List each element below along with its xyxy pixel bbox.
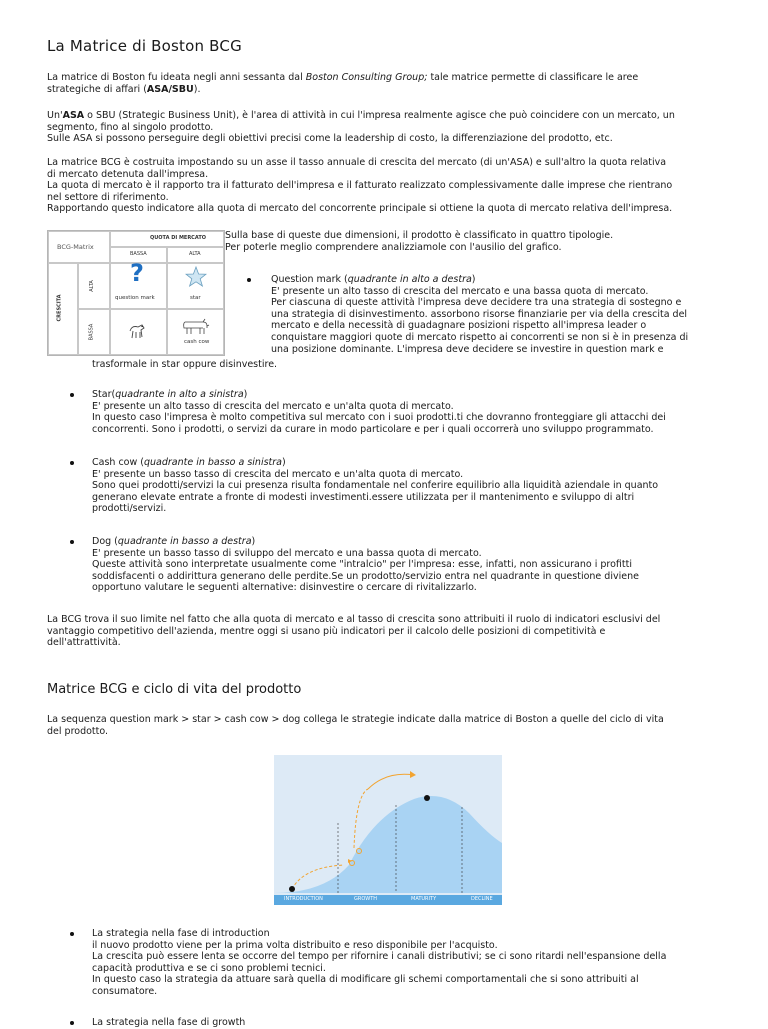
bullet-icon [70,1021,74,1025]
matrix-col1-label: BASSA [130,251,147,257]
cow-title-1: Cash cow ( [92,457,144,468]
bcg-paragraph [47,157,747,215]
bullet-icon [70,461,74,465]
qm-line: Per ciascuna di queste attività l'impresa deve decidere tra una strategia di sostegno e [271,297,682,309]
cow-title-2: ) [281,457,286,468]
bcg-line: La matrice BCG è costruita impostando su un asse il tasso annuale di crescita del mercato (di un'ASA) e sull'altro la quota relativa [47,157,667,168]
limit-line: La BCG trova il suo limite nel fatto che alla quota di mercato e al tasso di crescita sono attribuiti il ruolo di indicatori esclusivi del [47,614,661,625]
asa-text-2: o SBU (Strategic Business Unit), è l'area di attività in cui l'impresa realmente agisce che può coincidere con un mercato, un [84,110,675,121]
cow-icon [181,316,211,336]
dog-line: soddisfacenti o addirittura generano delle perdite.Se un prodotto/servizio entra nel quadrante in questione diviene [92,570,639,582]
dog-title-italic: quadrante in basso a destra [117,536,252,547]
bcg-line: La quota di mercato è il rapporto tra il fatturato dell'impresa e il fatturato realizzato complessivamente dalle imprese che rientrano [47,180,673,192]
asa-paragraph [47,110,747,145]
asa-text-1: Un' [47,110,63,121]
qm-line: mercato e della necessità di guadagnare posizioni rispetto all'impresa leader o [271,320,647,332]
star-line: In questo caso l'impresa è molto competitiva sul mercato con i suoi prodotti.ti che dovranno fronteggiare gli attacchi dei [92,412,666,424]
intro-phase-line: In questo caso la strategia da attuare sarà quella di modificare gli schemi comportamentali che si sono attribuiti al [92,974,639,986]
seq-line: del prodotto. [47,725,109,737]
life-cycle-figure [274,755,502,905]
stage-decline: DECLINE [471,896,493,902]
star-title-italic: quadrante in alto a sinistra [115,389,244,400]
matrix-top-header: QUOTA DI MERCATO [150,235,206,241]
side-line: Per poterle meglio comprendere analizziamole con l'ausilio del grafico. [225,241,562,253]
asa-line-3: Sulle ASA si possono perseguire degli obiettivi precisi come la leadership di costo, la differenziazione del prodotto, etc. [47,133,613,145]
bullet-icon [70,393,74,397]
star-icon [185,266,207,288]
matrix-row2-label: BASSA [88,323,95,341]
question-mark-item [271,274,688,355]
intro-paragraph [47,72,737,95]
matrix-star-label: star [190,295,201,301]
section-title: Matrice BCG e ciclo di vita del prodotto [47,682,302,697]
bullet-icon [70,932,74,936]
dog-line: Queste attività sono interpretate usualmente come "intralcio" per l'impresa: esse, infatti, non assicurano i profitti [92,559,633,571]
asa-bold: ASA [62,110,85,121]
bcg-line: Rapportando questo indicatore alla quota di mercato del concorrente principale si ottiene la quota di mercato relativa dell'impresa. [47,203,673,215]
stage-maturity: MATURITY [411,896,437,902]
sequence-paragraph [47,714,664,737]
intro-phase-line: consumatore. [92,985,158,997]
growth-item-title: La strategia nella fase di growth [92,1017,246,1028]
side-line: Sulla base di queste due dimensioni, il prodotto è classificato in quattro tipologie. [225,230,614,241]
intro-text-2: tale matrice permette di classificare le aree [427,72,639,83]
qm-title-2: ) [471,274,476,285]
matrix-side-header-cell [48,263,78,355]
limit-line: dell'attrattività. [47,637,121,649]
life-cycle-curve [274,755,502,905]
cow-title-italic: quadrante in basso a sinistra [143,457,282,468]
dog-line: opportuno valutare le seguenti alternative: disinvestire o cercare di rivitalizzarlo. [92,582,477,594]
intro-text-1: La matrice di Boston fu ideata negli anni sessanta dal [47,72,306,83]
qm-line: una posizione dominante. L'impresa deve decidere se investire in question mark e [271,343,664,355]
bcg-line: di mercato detenuta dall'impresa. [47,168,209,180]
bcg-line: nel settore di riferimento. [47,191,169,203]
qm-line: una strategia di disinvestimento. assorbono risorse finanziarie per via della crescita del [271,308,688,320]
cow-line: Sono quei prodotti/servizi la cui presenza risulta fondamentale nel conferire equilibrio alla liquidità aziendale in quanto [92,480,659,492]
intro-phase-line: il nuovo prodotto viene per la prima volta distribuito e reso disponibile per l'acquisto. [92,939,498,951]
matrix-corner-label: BCG-Matrix [57,243,94,251]
intro-phase-line: capacità produttiva e se ci sono problemi tecnici. [92,962,326,974]
bcg-matrix-figure [47,230,225,356]
qm-line: E' presente un alto tasso di crescita del mercato e una bassa quota di mercato. [271,285,649,297]
matrix-col2-label: ALTA [189,251,201,257]
matrix-side-header: CRESCITA [56,294,63,322]
matrix-cash-cow-label: cash cow [184,339,210,345]
stage-growth: GROWTH [354,896,378,902]
cow-line: prodotti/servizi. [92,503,167,515]
asa-sbu-bold: ASA/SBU [146,83,194,95]
limit-paragraph [47,614,660,649]
stage-introduction: INTRODUCTION [284,896,323,902]
intro-text-4: ). [193,83,201,95]
star-line: concorrenti. Sono i prodotti, o servizi da curare in modo particolare e per i quali occorrerà uno sviluppo programmato. [92,423,654,435]
intro-phase-line: La crescita può essere lenta se occorre del tempo per rifornire i canali distributivi; se ci sono ritardi nell'espansione della [92,951,667,963]
question-mark-icon: ? [130,259,144,287]
matrix-row1-label: ALTA [88,280,95,292]
matrix-side-text [225,230,613,253]
intro-phase-title: La strategia nella fase di introduction [92,928,270,939]
seq-line: La sequenza question mark > star > cash cow > dog collega le strategie indicate dalla matrice di Boston a quelle del ciclo di vita [47,714,664,725]
dog-title-2: ) [251,536,256,547]
matrix-dog-label [131,345,141,351]
star-title-2: ) [243,389,248,400]
cow-line: E' presente un basso tasso di crescita del mercato e un'alta quota di mercato. [92,468,464,480]
bullet-icon [70,540,74,544]
qm-line: conquistare maggiori quote di mercato rispetto ai concorrenti se non si è in presenza di [271,331,689,343]
bullet-icon [247,278,251,282]
star-title-1: Star( [92,389,116,400]
qm-last-line: trasformale in star oppure disinvestire. [92,359,278,370]
star-line: E' presente un alto tasso di crescita del mercato e un'alta quota di mercato. [92,400,454,412]
dog-item [92,536,639,594]
introduction-item [92,928,666,998]
asa-line-2: segmento, fino al singolo prodotto. [47,121,214,133]
cash-cow-item [92,457,658,515]
cow-line: generano elevate entrate a fronte di modesti investimenti.essere utilizzata per il mantenimento e sviluppo di altri [92,491,635,503]
qm-title-italic: quadrante in alto a destra [347,274,472,285]
qm-title-1: Question mark ( [271,274,348,285]
page-title: La Matrice di Boston BCG [47,37,242,55]
bcg-name: Boston Consulting Group; [305,72,428,83]
dog-title-1: Dog ( [92,536,118,547]
dog-icon [124,317,150,343]
dog-line: E' presente un basso tasso di sviluppo del mercato e una bassa quota di mercato. [92,547,482,559]
matrix-question-mark-label: question mark [115,295,155,301]
limit-line: vantaggio competitivo dell'azienda, mentre oggi si usano più indicatori per il calcolo delle posizioni di competitività e [47,625,606,637]
intro-text-3: strategiche di affari ( [47,83,147,95]
star-item [92,389,666,435]
